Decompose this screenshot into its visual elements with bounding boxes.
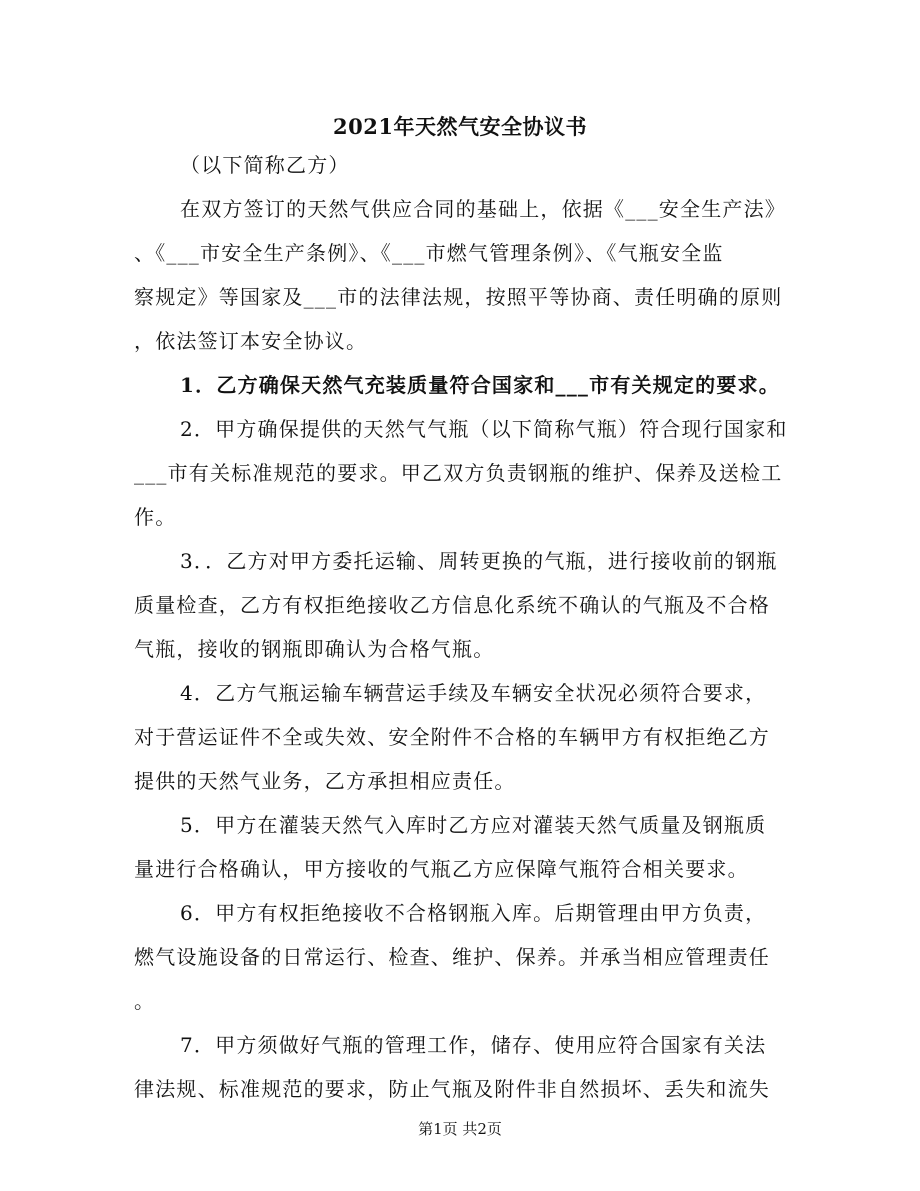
text-line: （以下简称乙方） [180, 153, 350, 177]
text-line: 4．乙方气瓶运输车辆营运手续及车辆安全状况必须符合要求， [180, 681, 767, 705]
page-footer: 第1页 共2页 [418, 1120, 502, 1138]
text-line: 质量检查，乙方有权拒绝接收乙方信息化系统不确认的气瓶及不合格 [134, 593, 770, 617]
text-line: 量进行合格确认，甲方接收的气瓶乙方应保障气瓶符合相关要求。 [134, 857, 749, 881]
text-line: 律法规、标准规范的要求，防止气瓶及附件非自然损坏、丢失和流失 [134, 1077, 770, 1101]
text-line: 作。 [134, 505, 177, 529]
document-title: 2021年天然气安全协议书 [333, 114, 587, 139]
text-line: 在双方签订的天然气供应合同的基础上，依据《___安全生产法》 [180, 197, 786, 221]
text-line: 3．．乙方对甲方委托运输、周转更换的气瓶，进行接收前的钢瓶 [180, 549, 778, 573]
text-line: 对于营运证件不全或失效、安全附件不合格的车辆甲方有权拒绝乙方 [134, 725, 770, 749]
text-line: 气瓶，接收的钢瓶即确认为合格气瓶。 [134, 637, 495, 661]
text-line: 2．甲方确保提供的天然气气瓶（以下简称气瓶）符合现行国家和 [180, 417, 788, 441]
text-line: ___市有关标准规范的要求。甲乙双方负责钢瓶的维护、保养及送检工 [134, 461, 783, 485]
text-line: 6．甲方有权拒绝接收不合格钢瓶入库。后期管理由甲方负责， [180, 901, 767, 925]
text-line: ，依法签订本安全协议。 [134, 329, 368, 353]
text-line: 。 [134, 989, 156, 1013]
text-line: 察规定》等国家及___市的法律法规，按照平等协商、责任明确的原则 [134, 285, 783, 309]
text-line: 5．甲方在灌装天然气入库时乙方应对灌装天然气质量及钢瓶质 [180, 813, 767, 837]
text-line: 7．甲方须做好气瓶的管理工作，储存、使用应符合国家有关法 [180, 1033, 767, 1057]
text-line: 提供的天然气业务，乙方承担相应责任。 [134, 769, 516, 793]
text-line: 燃气设施设备的日常运行、检查、维护、保养。并承当相应管理责任 [134, 945, 770, 969]
text-line: 、《___市安全生产条例》、《___市燃气管理条例》、《气瓶安全监 [134, 241, 724, 265]
text-line: 1．乙方确保天然气充装质量符合国家和___市有关规定的要求。 [180, 373, 780, 397]
